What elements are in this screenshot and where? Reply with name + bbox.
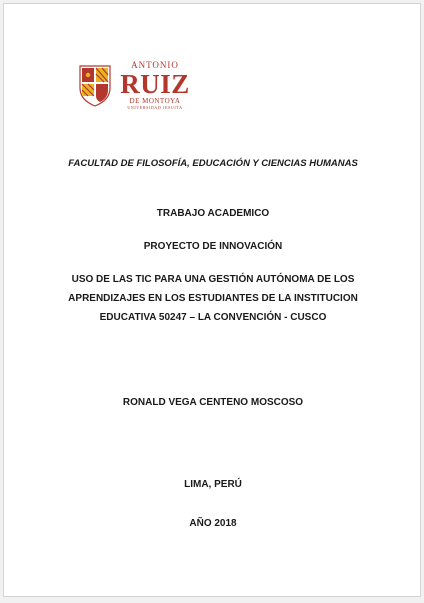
title-line-3: EDUCATIVA 50247 – LA CONVENCIÓN - CUSCO xyxy=(99,312,327,323)
title-line-2: APRENDIZAJES EN LOS ESTUDIANTES DE LA INSTITUCION xyxy=(68,293,358,304)
document-page xyxy=(3,3,421,597)
university-logo xyxy=(76,60,188,112)
university-crest-icon xyxy=(76,62,114,108)
logo-name-top: ANTONIO xyxy=(131,60,179,70)
title-line-1: USO DE LAS TIC PARA UNA GESTIÓN AUTÓNOMA DE LOS xyxy=(71,274,355,285)
year: AÑO 2018 xyxy=(189,518,237,529)
logo-name-sub: DE MONTOYA xyxy=(129,97,181,105)
faculty-name: FACULTAD DE FILOSOFÍA, EDUCACIÓN Y CIENCIAS HUMANAS xyxy=(68,158,358,169)
work-type: TRABAJO ACADEMICO xyxy=(156,208,270,219)
logo-name-main: RUIZ xyxy=(120,69,190,99)
project-type: PROYECTO DE INNOVACIÓN xyxy=(143,241,283,252)
document-title xyxy=(4,270,422,327)
author-name: RONALD VEGA CENTENO MOSCOSO xyxy=(122,397,304,408)
place: LIMA, PERÚ xyxy=(184,479,242,490)
university-wordmark xyxy=(120,60,190,111)
logo-tagline: UNIVERSIDAD JESUITA xyxy=(127,105,183,110)
